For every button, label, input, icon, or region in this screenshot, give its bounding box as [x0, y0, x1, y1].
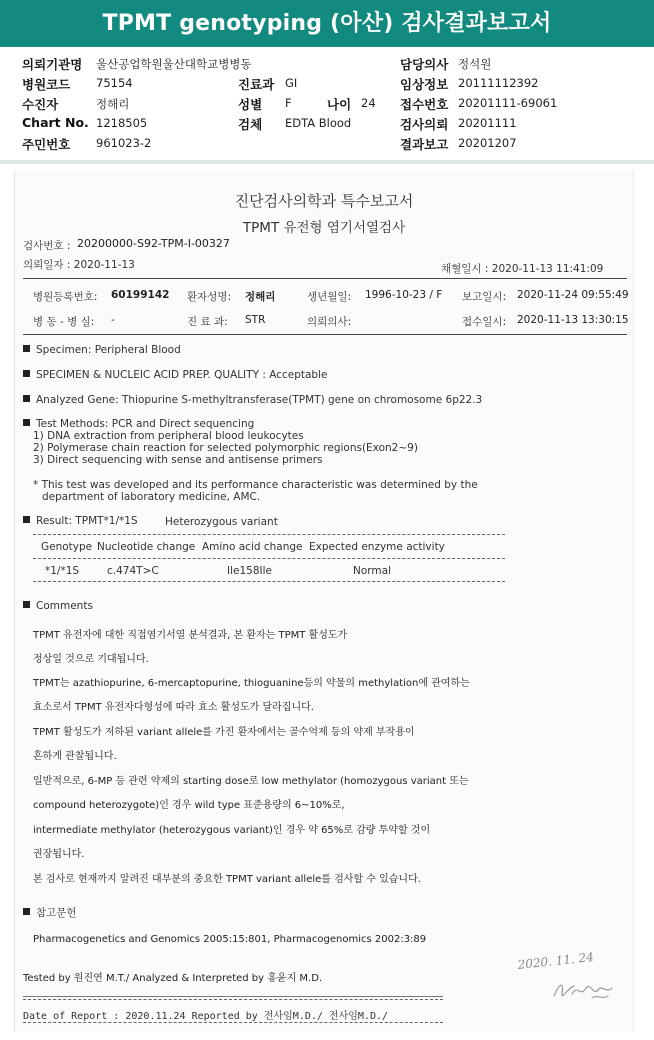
header-value-clinical-info: 20111112392: [458, 76, 539, 90]
footer-rule-2: [23, 999, 443, 1000]
bullet-icon: [23, 908, 30, 915]
table-mid-rule: [33, 558, 505, 559]
table-header-genotype: Genotype: [41, 541, 93, 553]
comment-line: TPMT 활성도가 저하된 variant allele를 가진 환자에서는 골수억제 등의 약제 부작용이: [33, 727, 415, 738]
bullet-icon: [23, 419, 30, 426]
comment-line: 정상일 것으로 기대됩니다.: [33, 654, 149, 665]
header-value-sex: F: [285, 96, 292, 110]
header-info: [0, 47, 654, 165]
report-banner-title: TPMT genotyping (아산) 검사결과보고서: [0, 0, 654, 47]
header-value-dept: GI: [285, 76, 298, 90]
dept-value: STR: [245, 314, 266, 326]
info-top-rule: [23, 278, 627, 279]
header-label-specimen: 검체: [238, 117, 263, 132]
comments-title: Comments: [23, 600, 93, 612]
header-divider: [0, 160, 654, 164]
footer-rule-1: [23, 996, 443, 997]
header-value-resident-no: 961023-2: [96, 136, 152, 150]
collect-date: 채혈일시 : 2020-11-13 11:41:09: [441, 263, 604, 275]
test-no-label: 검사번호 :: [23, 240, 71, 252]
reg-no-label: 병원등록번호:: [33, 291, 98, 303]
report-time-value: 2020-11-24 09:55:49: [517, 289, 629, 301]
header-value-hospital-code: 75154: [96, 76, 133, 90]
scanned-report: [14, 170, 634, 1032]
report-title: 진단검사의학과 특수보고서: [234, 192, 414, 210]
header-label-age: 나이: [327, 97, 352, 112]
patient-name-label: 환자성명:: [187, 291, 232, 303]
doctor-label: 의뢰의사:: [307, 316, 352, 328]
bullet-icon: [23, 601, 30, 608]
report-subtitle: TPMT 유전형 염기서열검사: [242, 220, 406, 236]
footer-rule-3: [23, 1022, 443, 1023]
header-value-request-date: 20201111: [458, 116, 517, 130]
header-label-request-date: 검사의뢰: [400, 117, 449, 132]
header-label-resident-no: 주민번호: [22, 137, 71, 152]
comment-line: TPMT 유전자에 대한 직접염기서열 분석결과, 본 환자는 TPMT 활성도가: [33, 630, 348, 641]
table-header-amino-acid: Amino acid change: [202, 541, 303, 553]
references-title: 참고문헌: [23, 905, 77, 920]
header-value-chart-no: 1218505: [96, 116, 148, 130]
header-label-hospital-code: 병원코드: [22, 77, 71, 92]
table-header-enzyme: Expected enzyme activity: [309, 541, 445, 553]
bullet-icon: [23, 516, 30, 523]
birth-label: 생년월일:: [307, 291, 352, 303]
method-item: 1) DNA extraction from peripheral blood leukocytes: [33, 430, 304, 442]
header-label-patient: 수진자: [22, 97, 59, 112]
ward-label: 병 동 - 병 실:: [33, 316, 95, 328]
header-value-specimen: EDTA Blood: [285, 116, 352, 130]
method-item: 3) Direct sequencing with sense and antisense primers: [33, 454, 323, 466]
analyzed-gene-line: Analyzed Gene: Thiopurine S-methyltransferase(TPMT) gene on chromosome 6p22.3: [23, 394, 482, 406]
header-value-institution: 울산공업학원울산대학교병병동: [96, 57, 252, 71]
specimen-line: Specimen: Peripheral Blood: [23, 344, 181, 356]
handwritten-signature-icon: [550, 976, 622, 1004]
bullet-icon: [23, 395, 30, 402]
comment-line: compound heterozygote)인 경우 wild type 표준용량의 6~10%로,: [33, 800, 345, 811]
table-top-rule: [33, 534, 505, 535]
handwritten-date: 2020. 11. 24: [517, 950, 595, 972]
result-line: [23, 515, 138, 527]
comment-line: TPMT는 azathiopurine, 6-mercaptopurine, thioguanine등의 약물의 methylation에 관여하는: [33, 678, 470, 689]
comment-line: 효소로서 TPMT 유전자다형성에 따라 효소 활성도가 달라집니다.: [33, 702, 314, 713]
result-genotype: Result: TPMT*1/*1S: [36, 515, 138, 527]
header-label-receipt-no: 접수번호: [400, 97, 449, 112]
table-cell-enzyme: Normal: [353, 565, 391, 577]
footnote-line-1: * This test was developed and its performance characteristic was determined by the: [33, 479, 478, 491]
date-of-report: Date of Report : 2020.11.24 Reported by 전사임M.D./ 전사임M.D./: [23, 1011, 389, 1022]
header-label-result-report: 결과보고: [400, 137, 449, 152]
comment-line: 권장됩니다.: [33, 849, 85, 860]
patient-name-value: 정해리: [245, 291, 276, 303]
comment-line: 본 검사로 현재까지 알려진 대부분의 중요한 TPMT variant allele를 검사할 수 있습니다.: [33, 874, 421, 885]
tested-by: Tested by 원진연 M.T./ Analyzed & Interpreted by 홍윤지 M.D.: [23, 973, 323, 984]
comment-line: intermediate methylator (heterozygous variant)인 경우 약 65%로 감량 투약할 것이: [33, 825, 431, 836]
header-label-institution: 의뢰기관명: [22, 57, 83, 72]
comment-line: 일반적으로, 6-MP 등 관련 약제의 starting dose로 low methylator (homozygous variant 또는: [33, 776, 469, 787]
header-label-clinical-info: 임상정보: [400, 77, 449, 92]
header-value-age: 24: [361, 96, 376, 110]
test-no-value: 20200000-S92-TPM-I-00327: [77, 237, 230, 250]
header-value-receipt-no: 20201111-69061: [458, 96, 558, 110]
table-header-nucleotide: Nucleotide change: [97, 541, 196, 553]
report-time-label: 보고일시:: [462, 291, 507, 303]
references-text: Pharmacogenetics and Genomics 2005:15:801, Pharmacogenomics 2002:3:89: [33, 934, 427, 945]
header-value-result-report: 20201207: [458, 136, 517, 150]
method-item: 2) Polymerase chain reaction for selected polymorphic regions(Exon2~9): [33, 442, 418, 454]
result-type: Heterozygous variant: [165, 516, 278, 528]
receipt-time-label: 접수일시:: [462, 316, 507, 328]
table-cell-nucleotide: c.474T>C: [107, 565, 159, 577]
receipt-time-value: 2020-11-13 13:30:15: [517, 314, 629, 326]
header-label-doctor: 담당의사: [400, 57, 449, 72]
reg-no-value: 60199142: [111, 289, 170, 301]
table-bottom-rule: [33, 581, 505, 582]
header-label-chart-no: Chart No.: [22, 115, 89, 130]
quality-line: SPECIMEN & NUCLEIC ACID PREP. QUALITY : Acceptable: [23, 369, 327, 381]
comment-line: 흔하게 관찰됩니다.: [33, 751, 117, 762]
bullet-icon: [23, 370, 30, 377]
bullet-icon: [23, 345, 30, 352]
dept-label: 진 료 과:: [187, 316, 228, 328]
request-date: 의뢰일자 : 2020-11-13: [23, 259, 135, 271]
table-cell-genotype: *1/*1S: [45, 565, 80, 577]
footnote-line-2: department of laboratory medicine, AMC.: [42, 491, 261, 503]
methods-title: Test Methods: PCR and Direct sequencing: [23, 418, 254, 430]
ward-value: -: [111, 314, 115, 326]
birth-value: 1996-10-23 / F: [365, 289, 443, 301]
header-value-patient: 정해리: [96, 97, 130, 111]
header-value-doctor: 정석원: [458, 57, 492, 71]
info-bottom-rule: [23, 334, 627, 335]
header-label-dept: 진료과: [238, 77, 275, 92]
header-label-sex: 성별: [238, 97, 263, 112]
table-cell-amino-acid: Ile158Ile: [227, 565, 272, 577]
